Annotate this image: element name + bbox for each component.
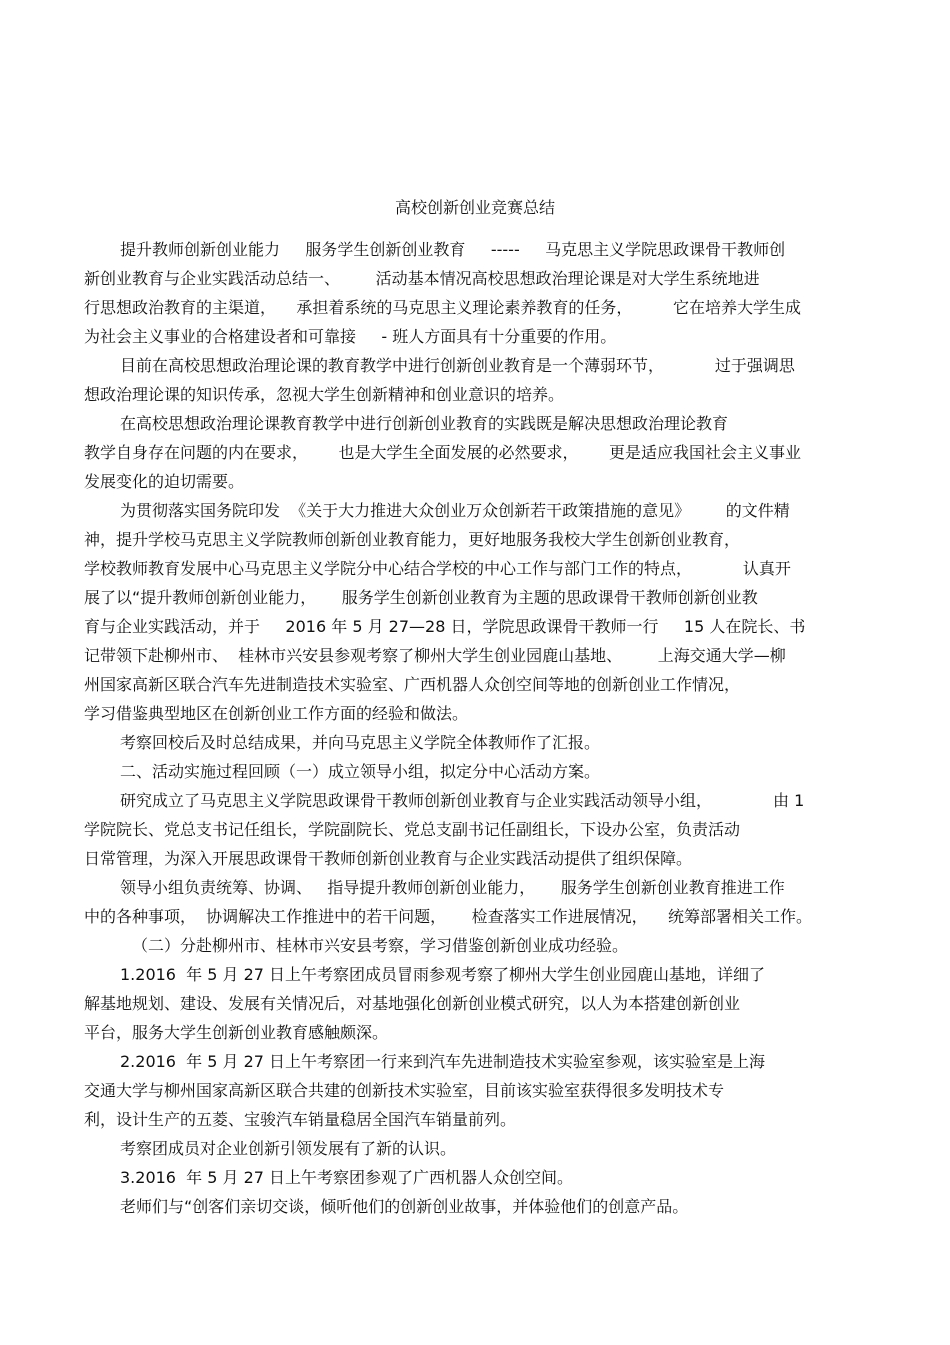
body-line: 研究成立了马克思主义学院思政课骨干教师创新创业教育与企业实践活动领导小组， 由 1 (120, 791, 805, 810)
body-line: 学习借鉴典型地区在创新创业工作方面的经验和做法。 (84, 704, 469, 723)
body-line: 考察回校后及时总结成果，并向马克思主义学院全体教师作了汇报。 (120, 733, 601, 752)
body-line: 行思想政治教育的主渠道， 承担着系统的马克思主义理论素养教育的任务， 它在培养大学生成 (84, 298, 802, 317)
body-line: 交通大学与柳州国家高新区联合共建的创新技术实验室，目前该实验室获得很多发明技术专 (84, 1081, 725, 1100)
body-line: 育与企业实践活动，并于 2016 年 5 月 27—28 日，学院思政课骨干教师一行 15 人在院长、书 (84, 617, 806, 636)
body-line: 解基地规划、建设、发展有关情况后，对基地强化创新创业模式研究，以人为本搭建创新创业 (84, 994, 741, 1013)
body-line: 二、活动实施过程回顾（一）成立领导小组，拟定分中心活动方案。 (120, 762, 601, 781)
body-line: 为社会主义事业的合格建设者和可靠接 - 班人方面具有十分重要的作用。 (84, 327, 617, 346)
body-line: 中的各种事项， 协调解决工作推进中的若干问题， 检查落实工作进展情况， 统筹部署相关工作。 (84, 907, 812, 926)
body-line: 老师们与“创客们亲切交谈，倾听他们的创新创业故事，并体验他们的创意产品。 (120, 1197, 689, 1216)
body-line: 3.2016 年 5 月 27 日上午考察团参观了广西机器人众创空间。 (120, 1168, 574, 1187)
body-line: 目前在高校思想政治理论课的教育教学中进行创新创业教育是一个薄弱环节， 过于强调思 (120, 356, 795, 375)
body-line: 提升教师创新创业能力 服务学生创新创业教育 ----- 马克思主义学院思政课骨干教师创 (120, 240, 786, 259)
body-line: 新创业教育与企业实践活动总结一、 活动基本情况高校思想政治理论课是对大学生系统地进 (84, 269, 760, 288)
body-line: 想政治理论课的知识传承，忽视大学生创新精神和创业意识的培养。 (84, 385, 565, 404)
body-line: 1.2016 年 5 月 27 日上午考察团成员冒雨参观考察了柳州大学生创业园鹿山基地，详细了 (120, 965, 766, 984)
body-line: 平台，服务大学生创新创业教育感触颇深。 (84, 1023, 389, 1042)
body-line: 利，设计生产的五菱、宝骏汽车销量稳居全国汽车销量前列。 (84, 1110, 517, 1129)
body-line: 为贯彻落实国务院印发 《关于大力推进大众创业万众创新若干政策措施的意见》 的文件精 (120, 501, 790, 520)
body-line: 日常管理，为深入开展思政课骨干教师创新创业教育与企业实践活动提供了组织保障。 (84, 849, 693, 868)
body-line: 发展变化的迫切需要。 (84, 472, 245, 491)
body-line: 学校教师教育发展中心马克思主义学院分中心结合学校的中心工作与部门工作的特点， 认真开 (84, 559, 791, 578)
body-line: （二）分赴柳州市、桂林市兴安县考察，学习借鉴创新创业成功经验。 (132, 936, 629, 955)
body-line: 州国家高新区联合汽车先进制造技术实验室、广西机器人众创空间等地的创新创业工作情况， (84, 675, 741, 694)
body-line: 2.2016 年 5 月 27 日上午考察团一行来到汽车先进制造技术实验室参观，该实验室是上海 (120, 1052, 766, 1071)
body-line: 学院院长、党总支书记任组长，学院副院长、党总支副书记任副组长，下设办公室，负责活动 (84, 820, 741, 839)
body-line: 考察团成员对企业创新引领发展有了新的认识。 (120, 1139, 457, 1158)
body-line: 领导小组负责统筹、协调、 指导提升教师创新创业能力， 服务学生创新创业教育推进工作 (120, 878, 785, 897)
document-title: 高校创新创业竞赛总结 (394, 198, 555, 217)
body-line: 展了以“提升教师创新创业能力， 服务学生创新创业教育为主题的思政课骨干教师创新创业教 (84, 588, 758, 607)
body-line: 记带领下赴柳州市、 桂林市兴安县参观考察了柳州大学生创业园鹿山基地、 上海交通大学—柳 (84, 646, 786, 665)
body-line: 教学自身存在问题的内在要求， 也是大学生全面发展的必然要求， 更是适应我国社会主义事业 (84, 443, 802, 462)
body-line: 在高校思想政治理论课教育教学中进行创新创业教育的实践既是解决思想政治理论教育 (120, 414, 729, 433)
body-line: 神，提升学校马克思主义学院教师创新创业教育能力，更好地服务我校大学生创新创业教育， (84, 530, 741, 549)
